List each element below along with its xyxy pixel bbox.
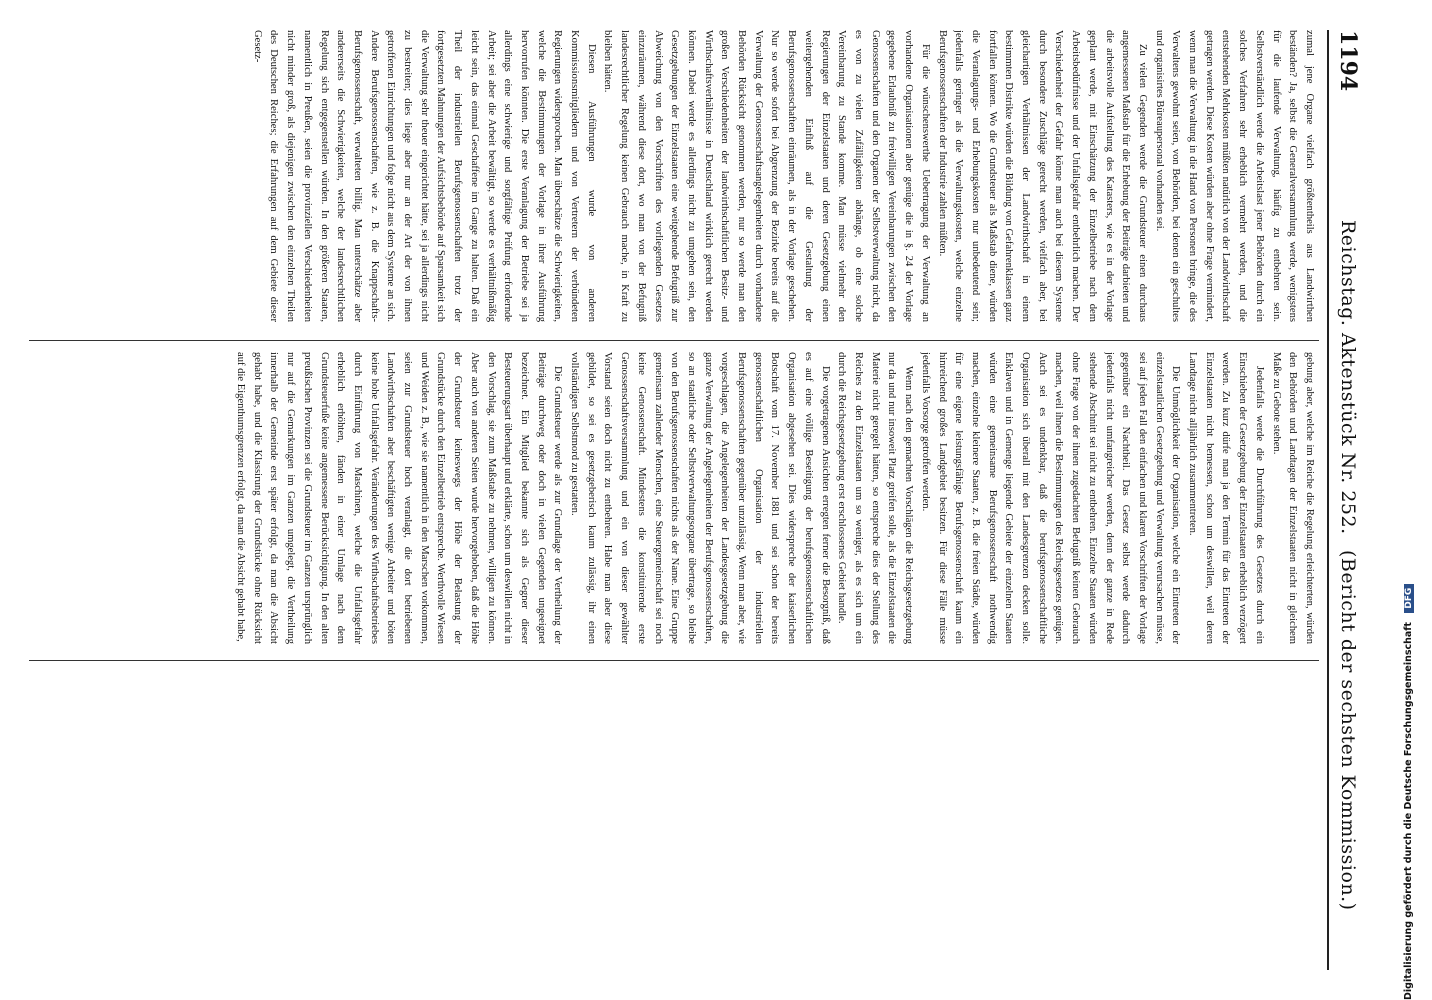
footer-credit-text: Digitalisierung gefördert durch die Deutsche Forschungsgemeinschaft <box>1403 622 1414 1000</box>
text-column-2 <box>27 352 1317 644</box>
paragraph: zumal jene Organe vielfach größtentheils aus Landwirthen beständen? Ja, selbst die Generalversammlung werde, wenigstens für die laufende Verwaltung, häufig zu entbehren sein. Selbstverständlich werde die Arbeitslast jener Behörden durch ein solches Verfahren sehr erheblich vermehrt werden, und die entstehenden Mehrkosten müßten natürlich von der Landwirthschaft getragen werden. Diese Kosten würden aber ohne Frage vermindert, wenn man die Verwaltung in die Hand von Personen bringe, die des Verwaltens gewohnt seien, von Behörden, bei denen ein geschultes und organisirtes Büreaupersonal vorhanden sei. <box>1153 30 1315 322</box>
dfg-logo: DFG <box>1404 584 1414 613</box>
page-title: Reichstag. Aktenstück Nr. 252. <box>1337 220 1359 535</box>
text-column-1 <box>27 30 1317 322</box>
paragraph: Diesen Ausführungen wurde von anderen Kommissionsmitgliedern und von Vertretern der verbündeten Regierungen widersprochen. Man überschätze die Schwierigkeiten, welche die Bestimmungen der Vorlage in ihrer Ausführung hervorrufen könnten. Die erste Veranlagung der Betriebe sei ja allerdings eine schwierige und sorgfältige Prüfung erfordernde Arbeit; sei aber die Arbeit bewältigt, so werde es verhältnißmäßig leicht sein, das einmal Geschaffene im Gange zu halten. Daß ein Theil der industriellen Berufsgenossenschaften trotz der fortgesetzten Mahnungen der Aufsichtsbehörde auf Sparsamkeit sich die Verwaltung sehr theuer eingerichtet hätte, sei ja allerdings nicht zu bestreiten; dies liege aber nur an der Art der von ihnen getroffenen Einrichtungen und folge nicht aus dem Systeme an sich. Andere Berufsgenossenschaften, wie z. B. die Knappschafts-Berufsgenossenschaft, verwalteten billig. Man unterschätze aber andererseits die Schwierigkeiten, welche der landesrechtlichen Regelung sich entgegenstellen würden. In den größeren Staaten, namentlich in Preußen, seien die provinziellen Verschiedenheiten nicht minder groß, als diejenigen zwischen den einzelnen Theilen des Deutschen Reiches; die Erfahrungen auf dem Gebiete dieser Gesetz- <box>251 30 597 322</box>
paragraph: Die vorgetragenen Ansichten erregten ferner die Besorgniß, daß es auf eine völlige Beseitigung der berufsgenossenschaftlichen Organisation abgesehen sei. Dies widerspreche der kaiserlichen Botschaft vom 17. November 1881 und sei schon der bereits genossenschaftlichen Organisation der industriellen Berufsgenossenschaften gegenüber unzulässig. Wenn man aber, wie vorgeschlagen, die Angelegenheiten der Landesgesetzgebung die ganze Verwaltung der Angelegenheiten der Berufsgenossenschaften, so an staatliche oder Selbstverwaltungsorgane übertrage, so bleibe von den Berufsgenossenschaften nichts als der Name. Eine Gruppe gemeinsam zahlender Menschen, eine Steuergemeinschaft sei noch keine Genossenschaft. Mindestens die konstituirende erste Genossenschaftsversammlung und ein von dieser gewählter Vorstand seien doch nicht zu entbehren. Habe man aber diese gebildet, so sei es gesetzgeberisch kaum zulässig, ihr einen vollständigen Selbstmord zu gestatten. <box>569 352 831 644</box>
paragraph: Wenn nach den gemachten Vorschlägen die Reichsgesetzgebung nur da und nur insoweit Platz greifen solle, als die Einzelstaaten die Materie nicht geregelt hätten, so entspreche dies der Stellung des Reiches zu den Einzelstaaten um so weniger, als es sich um ein durch die Reichsgesetzgebung erst erschlossenes Gebiet handle. <box>836 352 915 644</box>
page-subtitle: (Bericht der sechsten Kommission.) <box>1337 550 1359 911</box>
paragraph: Die Unmöglichkeit der Organisation, welche ein Eintreten der einzelstaatlichen Gesetzgebung und Verwaltung verursachen müsse, sei auf jeden Fall den einfachen und klaren Vorschriften der Vorlage gegenüber ein Nachtheil. Das Gesetz selbst werde dadurch jedenfalls nicht umfangreicher werden, denn der ganze in Rede stehende Abschnitt sei nicht zu entbehren. Einzelne Staaten würden ohne Frage von der ihnen zugedachten Befugniß keinen Gebrauch machen, weil ihnen die Bestimmungen des Reichsgesetzes genügen. Auch sei es undenkbar, daß die berufsgenossenschaftliche Organisation sich überall mit den Landesgrenzen decken solle. Enklaven und in Gemenge liegende Gebiete der einzelnen Staaten würden eine gemeinsame Berufsgenossenschaft nothwendig machen, einzelne kleinere Staaten, z. B. die freien Städte, würden für eine eigene leistungsfähige Berufsgenossenschaft kaum ein hinreichend großes Landgebiet besitzen. Für diese Fälle müsse jedenfalls Vorsorge getroffen werden. <box>919 352 1182 644</box>
column-divider-right <box>29 660 1319 661</box>
paragraph: Jedenfalls werde die Durchführung des Gesetzes durch ein Einschieben der Gesetzgebung der Einzelstaaten erheblich verzögert werden. Zu kurz dürfe man ja den Termin für das Eintreten der Einzelstaaten nicht bemessen, schon um deswillen, weil deren Landtage nicht alljährlich zusammentreten. <box>1187 352 1265 644</box>
header-rule <box>1327 30 1329 970</box>
paragraph: Zu vielen Gegenden werde die Grundsteuer einen durchaus angemessenen Maßstab für die Erhebung der Beiträge darbieten und die arbeitsvolle Aufstellung des Katasters, wie es in der Vorlage geplant werde, mit Einschätzung der Einzelbetriebe nach dem Arbeitsbedürfnisse und der Unfallsgefahr entbehrlich machen. Der Verschiedenheit der Gefahr könne man auch bei diesem Systeme durch besondere Zuschläge gerecht werden, vielfach aber, bei gleichartigen Verhältnissen der Landwirthschaft in einem bestimmten Distrikte würden die Bildung von Gefahrenklassen ganz fortfallen können. Wo die Grundsteuer als Maßstab diene, würden die Veranlagungs- und Erhebungskosten nur unbedeutend sein; jedenfalls geringer als die Verwaltungskosten, welche einzelne Berufsgenossenschaften der Industrie zahlen müßten. <box>936 30 1148 322</box>
paragraph: Die Grundsteuer werde als zur Grundlage der Vertheilung der Beiträge durchweg oder doch in vielen Gegenden ungeeignet bezeichnet. Ein Mitglied bekannte sich als Gegner dieser Besteuerungsart überhaupt und erklärte, schon um deswillen nicht in den Vorschlag, sie zum Maßstabe zu nehmen, willigen zu können. Aber auch von anderen Seiten wurde hervorgehoben, daß die Höhe der Grundsteuer keineswegs der Höhe der Belastung der Grundstücke durch den Einzelbetrieb entspreche. Werthvolle Wiesen und Weiden z. B., wie sie namentlich in den Marschen vorkommen, seien zur Grundsteuer hoch veranlagt, die dort betriebenen Landwirthschaften aber beschäftigten wenige Arbeiter und böten keine hohe Unfallsgefahr. Veränderungen des Wirthschaftsbetriebes durch Einführung von Maschinen, welche die Unfallsgefahr erheblich erhöhten, fänden in einer Umlage nach dem Grundsteuerfuße keine angemessene Berücksichtigung. In den alten preußischen Provinzen sei die Grundsteuer im Ganzen ursprünglich nur auf die Gemarkungen im Ganzen umgelegt, die Vertheilung innerhalb der Gemeinde erst später erfolgt, da man die Absicht gehabt habe, und die Klassirung der Grundstücke ohne Rücksicht auf die Eigenthumsgrenzen erfolgt, da man die Absicht gehabt habe, <box>235 352 564 644</box>
paragraph: gebung aber, welche im Reiche die Regelung erleichterten, würden den Behörden und Landtagen der Einzelstaaten nicht in gleichem Maße zu Gebote stehen. <box>1270 352 1315 644</box>
page-number: 1194 <box>1335 30 1361 92</box>
footer-credit <box>1403 40 1414 1000</box>
paragraph: Für die wünschenswerthe Uebertragung der Verwaltung an vorhandene Organisationen aber genüge die in §. 24 der Vorlage gegebene Erlaubniß zu freiwilligen Vereinbarungen zwischen den Genossenschaften und den Organen der Selbstverwaltung nicht, da es von zu vielen Zufälligkeiten abhänge, ob eine solche Vereinbarung zu Stande komme. Man müsse vielmehr den Regierungen der Einzelstaaten und deren Gesetzgebung einen weitergehenden Einfluß auf die Gestaltung der Berufsgenossenschaften einräumen, als in der Vorlage geschehen. Nur so werde sofort bei Abgrenzung der Bezirke bereits auf die Verwaltung der Genossenschaftsangelegenheiten durch vorhandene Behörden Rücksicht genommen werden, nur so werde man den großen Verschiedenheiten der landwirthschaftlichen Besitz- und Wirthschaftsverhältnisse in Deutschland wirklich gerecht werden können. Dabei werde es allerdings nicht zu umgehen sein, den Gesetzgebungen der Einzelstaaten eine weitgehende Befugniß zur Abweichung von den Vorschriften des vorliegenden Gesetzes einzuräumen, während diese dort, wo man von der Befugniß landesrechtlicher Regelung keinen Gebrauch mache, in Kraft zu bleiben hätten. <box>602 30 931 322</box>
column-divider-left <box>29 340 1319 341</box>
page-header <box>1331 30 1361 970</box>
